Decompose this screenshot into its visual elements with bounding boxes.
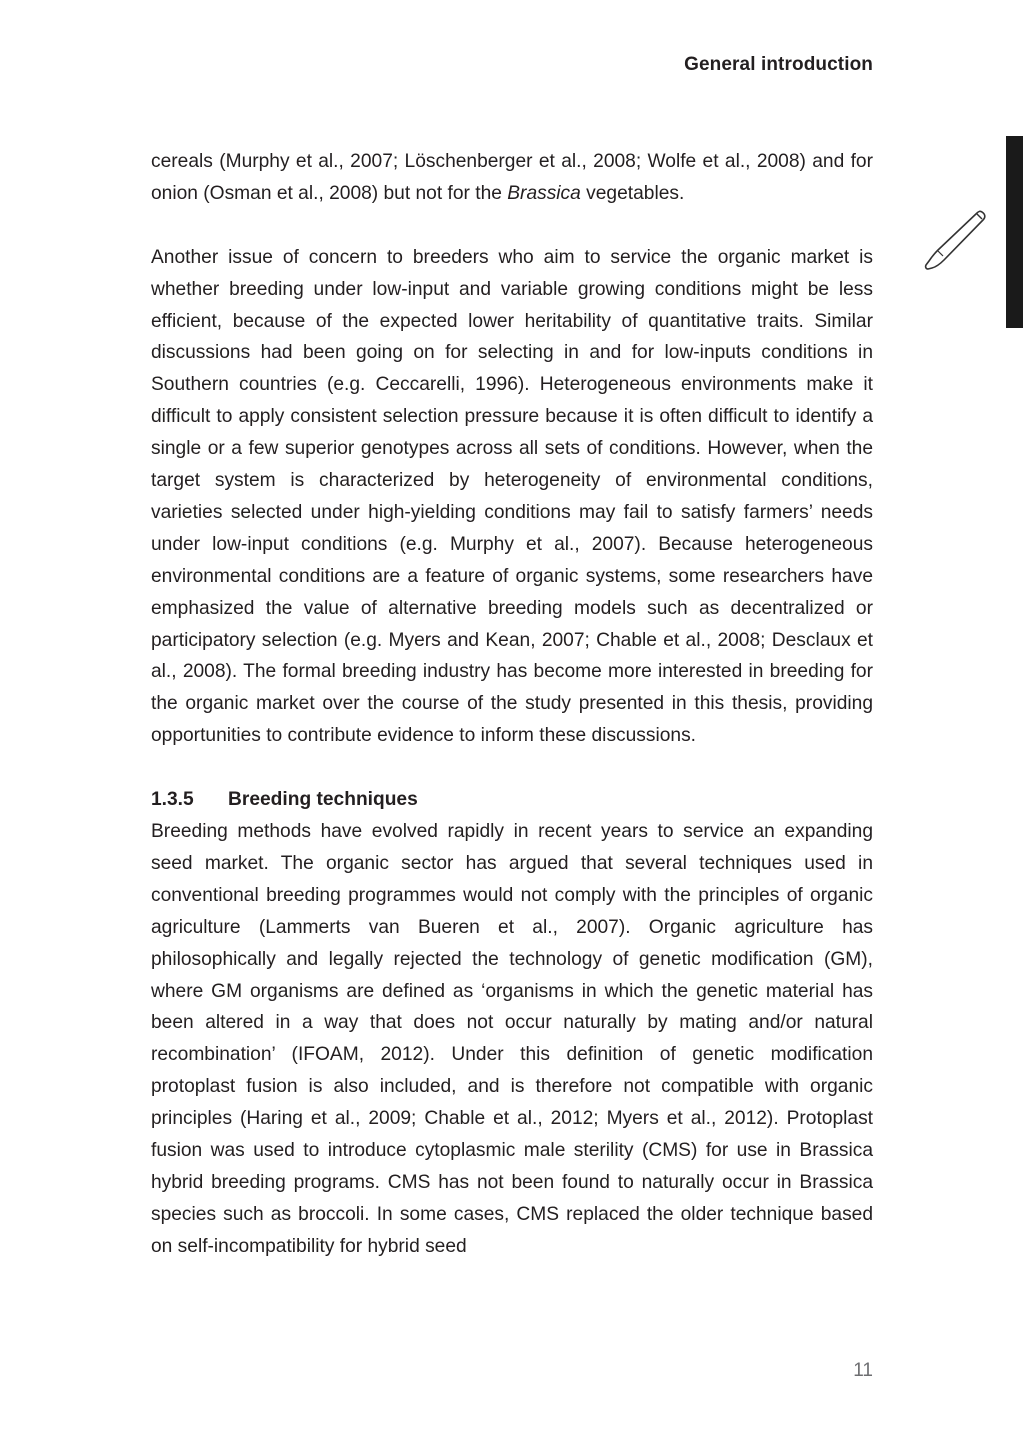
paragraph-2: Another issue of concern to breeders who aim to service the organic market is whether breeding under low-input and variable growing conditions might be less efficient, because of the expected lower heritability of quantitative traits. Similar discussions had been going on for selecting in and for low-inputs conditions in Southern countries (e.g. Ceccarelli, 1996). Heterogeneous environments make it difficult to apply consistent selection pressure because it is often difficult to identify a single or a few superior genotypes across all sets of conditions. However, when the target system is characterized by heterogeneity of environmental conditions, varieties selected under high-yielding conditions may fail to satisfy farmers’ needs under low-input conditions (e.g. Murphy et al., 2007). Because heterogeneous environmental conditions are a feature of organic systems, some researchers have emphasized the value of alternative breeding models such as decentralized or participatory selection (e.g. Myers and Kean, 2007; Chable et al., 2008; Desclaux et al., 2008). The formal breeding industry has become more interested in breeding for the organic market over the course of the study presented in this thesis, providing opportunities to contribute evidence to inform these discussions. (151, 246, 873, 747)
paragraph-1 (151, 146, 873, 210)
running-header: General introduction (684, 54, 873, 75)
paragraph-3: Breeding methods have evolved rapidly in recent years to service an expanding seed market. The organic sector has argued that several techniques used in conventional breeding programmes would not comply with the principles of organic agriculture (Lammerts van Bueren et al., 2007). Organic agriculture has philosophically and legally rejected the technology of genetic modification (GM), where GM organisms are defined as ‘organisms in which the genetic material has been altered in a way that does not occur naturally by mating and/or natural recombination’ (IFOAM, 2012). Under this definition of genetic modification protoplast fusion is also included, and is therefore not compatible with organic principles (Haring et al., 2009; Chable et al., 2012; Myers et al., 2012). Protoplast fusion was used to introduce cytoplasmic male sterility (CMS) for use in Brassica hybrid breeding programs. CMS has not been found to naturally occur in Brassica species such as broccoli. In some cases, CMS replaced the older technique based on self-incompatibility for hybrid seed (151, 821, 873, 1257)
paragraph-1-text-b: vegetables. (580, 182, 685, 204)
body-text (151, 146, 873, 1263)
section-heading (151, 784, 873, 816)
pen-icon (922, 208, 988, 274)
paragraph-1-italic: Brassica (507, 182, 581, 204)
section-number: 1.3.5 (151, 789, 194, 811)
paragraph-1-text-a: cereals (Murphy et al., 2007; Löschenberger et al., 2008; Wolfe et al., 2008) and for onion (Osman et al., 2008) but not for the (151, 151, 873, 204)
page-number: 11 (853, 1360, 873, 1381)
chapter-thumb-tab (1006, 136, 1023, 328)
section-title: Breeding techniques (228, 789, 418, 811)
